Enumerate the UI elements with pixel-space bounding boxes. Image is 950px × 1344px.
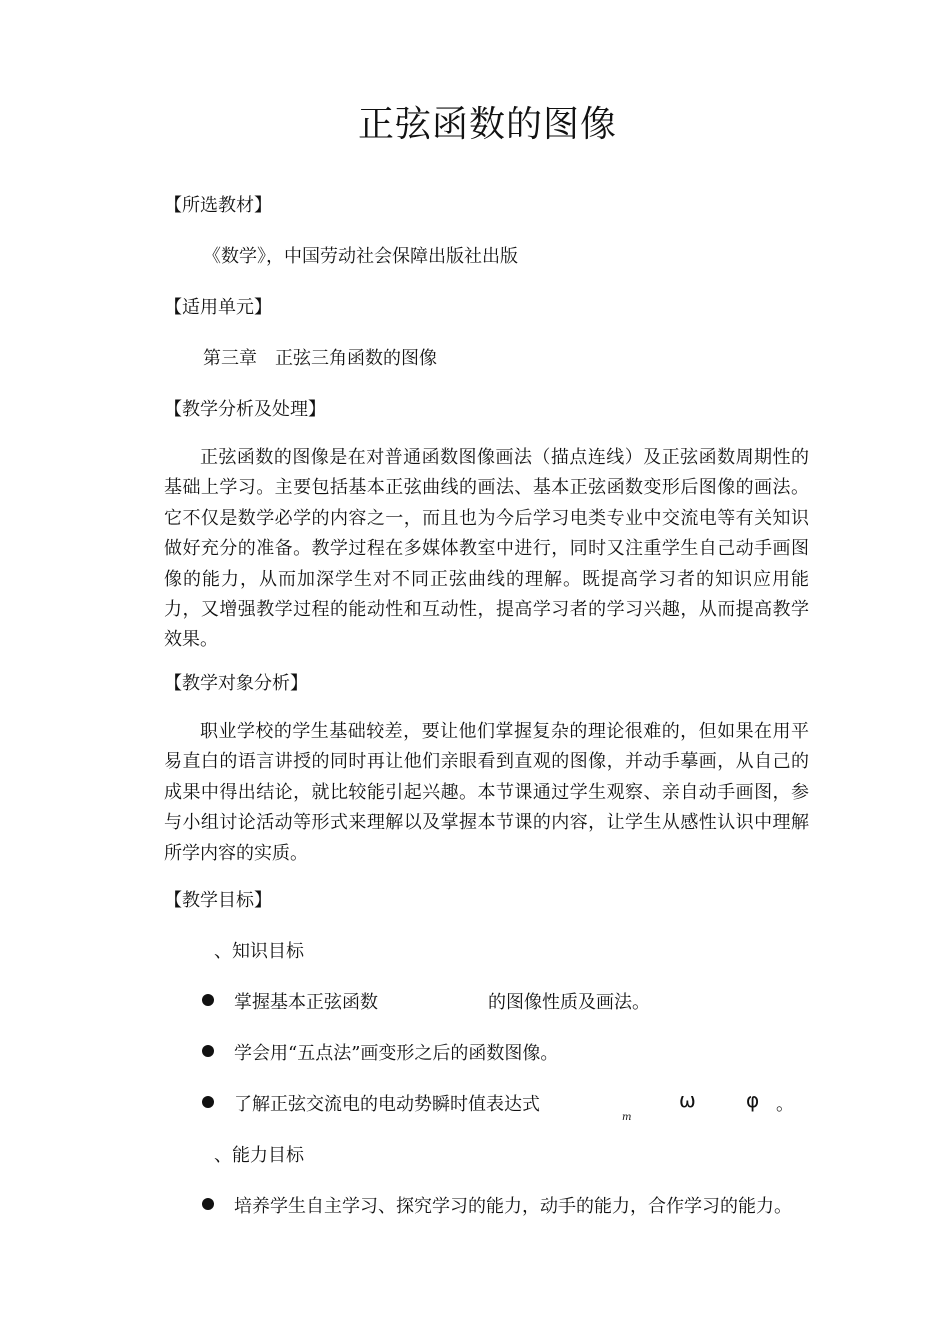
knowledge-item-2: 学会用“五点法”画变形之后的函数图像。 — [234, 1043, 559, 1064]
knowledge-item-3-pre: 了解正弦交流电的电动势瞬时值表达式 — [234, 1094, 540, 1115]
formula-omega: ω — [679, 1088, 696, 1112]
students-paragraph: 职业学校的学生基础较差，要让他们掌握复杂的理论很难的，但如果在用平易直白的语言讲授的同时再让他们亲眼看到直观的图像，并动手摹画，从自己的成果中得出结论，就比较能引起兴趣。本节课通过学生观察、亲自动手画图，参与小组讨论活动等形式来理解以及掌握本节课的内容，让学生从感性认识中理解所学内容的实质。 — [164, 721, 809, 864]
textbook-content: 《数学》，中国劳动社会保障出版社出版 — [203, 246, 518, 267]
analysis-paragraph: 正弦函数的图像是在对普通函数图像画法（描点连线）及正弦函数周期性的基础上学习。主要包括基本正弦曲线的画法、基本正弦函数变形后图像的画法。它不仅是数学必学的内容之一，而且也为今后学习电类专业中交流电等有关知识做好充分的准备。教学过程在多媒体教室中进行，同时又注重学生自己动手画图像的能力，从而加深学生对不同正弦曲线的理解。既提高学习者的知识应用能力，又增强教学过程的能动性和互动性，提高学习者的学习兴趣，从而提高教学效果。 — [164, 447, 809, 651]
unit-content: 第三章 正弦三角函数的图像 — [203, 348, 437, 369]
heading-goals: 【教学目标】 — [164, 890, 272, 911]
bullet-icon — [202, 1198, 214, 1210]
heading-textbook: 【所选教材】 — [164, 195, 272, 216]
ability-goals-label: 、能力目标 — [214, 1145, 304, 1166]
ability-item-1: 培养学生自主学习、探究学习的能力，动手的能力，合作学习的能力。 — [234, 1196, 792, 1217]
bullet-icon — [202, 1045, 214, 1057]
bullet-icon — [202, 994, 214, 1006]
heading-students: 【教学对象分析】 — [164, 673, 308, 694]
knowledge-goals-label: 、知识目标 — [214, 941, 304, 962]
formula-subscript-m: m — [622, 1112, 632, 1123]
heading-analysis: 【教学分析及处理】 — [164, 399, 326, 420]
knowledge-item-1-pre: 掌握基本正弦函数 — [234, 992, 378, 1013]
bullet-icon — [202, 1096, 214, 1108]
knowledge-item-1-post: 的图像性质及画法。 — [488, 992, 650, 1013]
formula-phi: φ — [746, 1088, 760, 1112]
page-title: 正弦函数的图像 — [357, 104, 617, 145]
knowledge-item-3-end: 。 — [776, 1094, 794, 1115]
heading-unit: 【适用单元】 — [164, 297, 272, 318]
